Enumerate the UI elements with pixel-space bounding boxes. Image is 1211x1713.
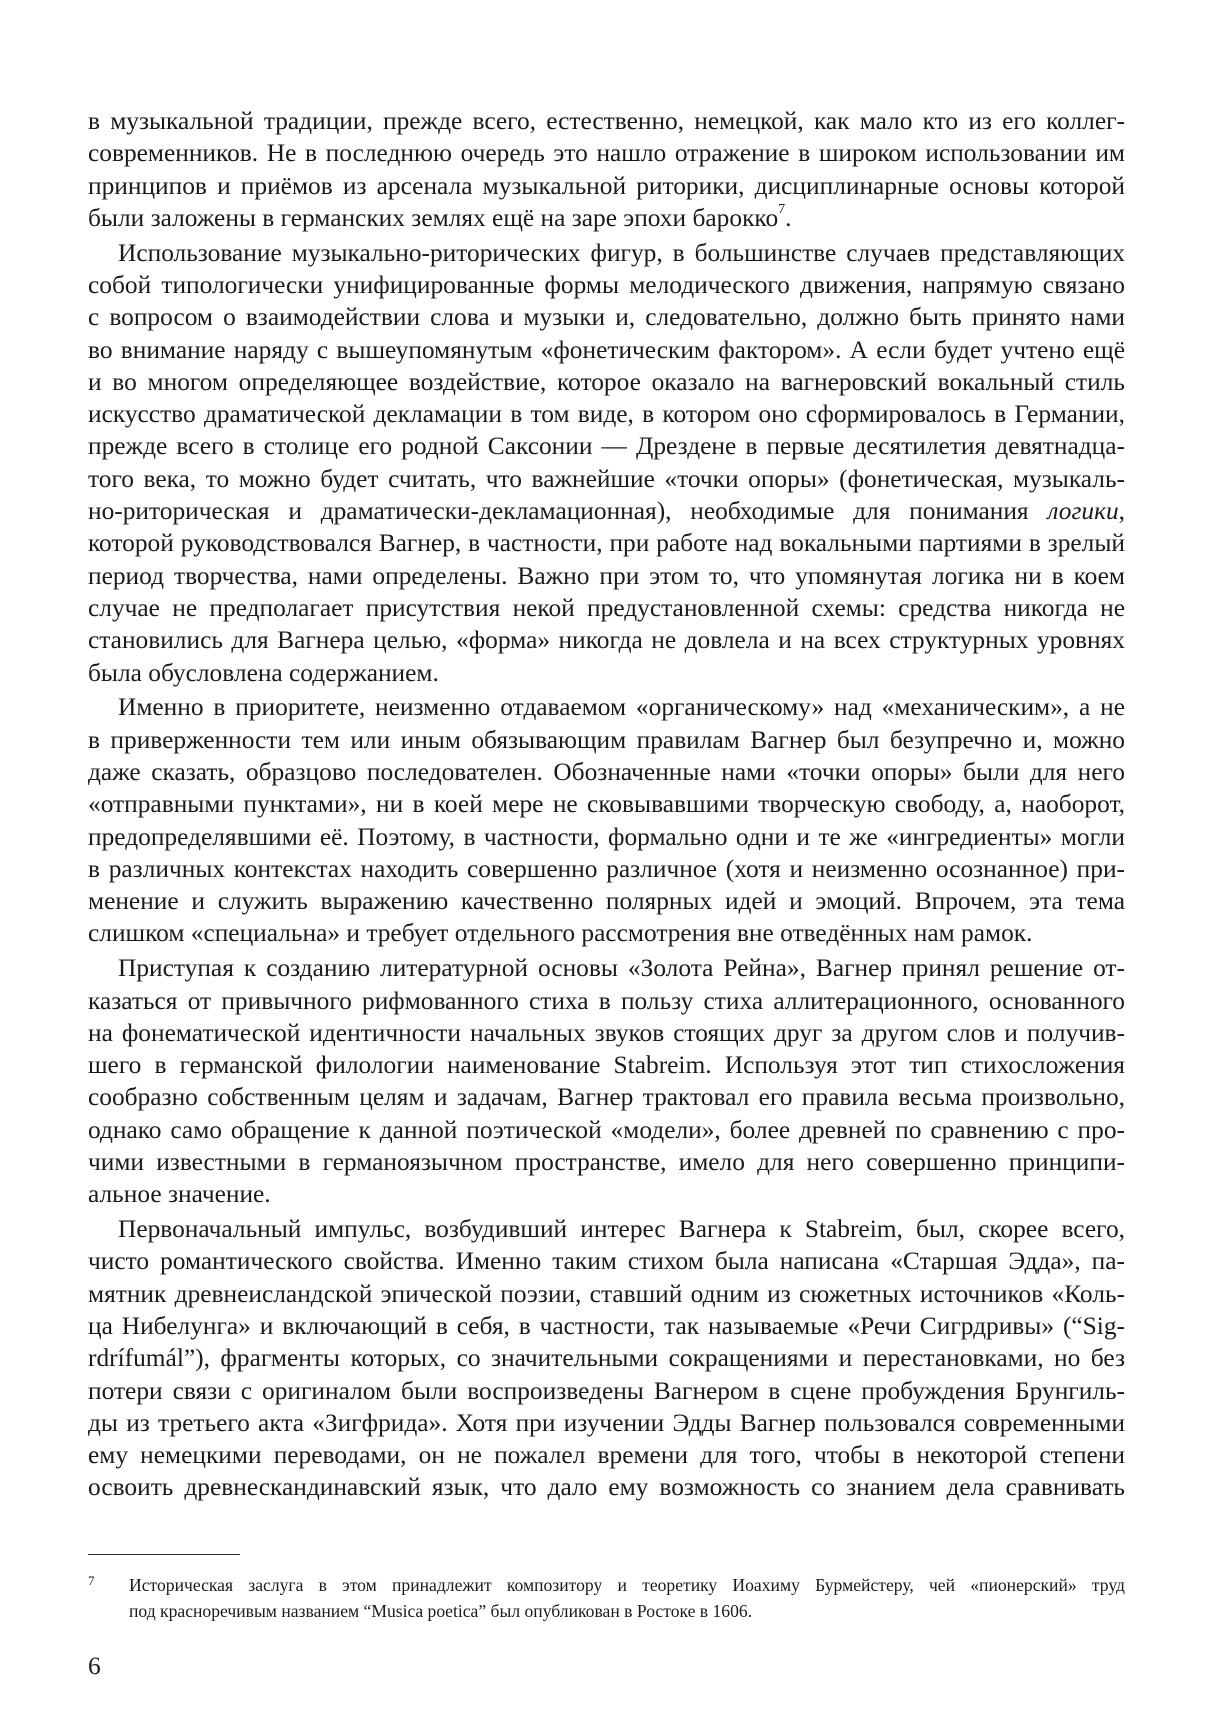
text-line: чими известными в германоязычном пространстве, имело для него совершенно принципи- [88,1148,1125,1176]
paragraph-3 [88,691,1125,949]
text-line: в различных контекстах находить совершенно различное (хотя и неизменно осознанное) при- [88,854,1125,883]
text-line: предопределявшими её. Поэтому, в частности, формально одни и те же «ингредиенты» могли [88,822,1125,851]
text-line: с вопросом о взаимодействии слова и музыки и, следовательно, должно быть принято нами [88,303,1125,332]
paragraph-1 [88,105,1125,234]
paragraph-5 [88,1213,1125,1504]
text-line: принципов и приёмов из арсенала музыкальной риторики, дисциплинарные основы которой [88,171,1125,200]
text-line: ды из третьего акта «Зигфрида». Хотя при изучении Эдды Вагнер пользовался современными [88,1408,1125,1437]
text-line: менение и служить выражению качественно полярных идей и эмоций. Впрочем, эта тема [88,887,1125,916]
paragraph-4 [88,952,1125,1210]
text-fragment: . [785,203,792,232]
text-line: и во многом определяющее воздействие, которое оказало на вагнеровский вокальный стиль [88,367,1125,396]
text-line: Первоначальный импульс, возбудивший интерес Вагнера к Stabreim, был, скорее всего, [118,1215,1125,1244]
text-line: на фонематической идентичности начальных звуков стоящих друг за другом слов и получив- [88,1018,1125,1047]
text-line: слишком «специальна» и требует отдельного рассмотрения вне отведённых нам рамок. [88,919,1033,948]
text-line: была обусловлена содержанием. [88,658,439,687]
text-fragment: были заложены в германских землях ещё на заре эпохи барокко [88,203,779,232]
text-line: во внимание наряду с вышеупомянутым «фонетическим фактором». А если будет учтено ещё [88,335,1125,364]
footnote-line: под красноречивым названием “Musica poetica” был опубликован в Ростоке в 1606. [129,1601,753,1621]
text-line: Приступая к созданию литературной основы «Золота Рейна», Вагнер принял решение от- [118,954,1125,983]
text-line: в музыкальной традиции, прежде всего, естественно, немецкой, как мало кто из его коллег- [88,107,1125,135]
text-line: потери связи с оригиналом были воспроизведены Вагнером в сцене пробуждения Брунгиль- [88,1376,1125,1405]
text-line: казаться от привычного рифмованного стиха в пользу стиха аллитерационного, основанного [88,986,1125,1015]
text-line: мятник древнеисландской эпической поэзии, ставший одним из сюжетных источников «Коль- [88,1279,1125,1308]
page-number: 6 [88,1652,101,1680]
text-line: искусство драматической декламации в том виде, в котором оно сформировалось в Германии, [88,400,1125,429]
text-line: чисто романтического свойства. Именно таким стихом была написана «Старшая Эдда», па- [88,1247,1125,1276]
text-line: Использование музыкально-риторических фигур, в большинстве случаев представляющих [118,238,1125,267]
text-line: освоить древнескандинавский язык, что дало ему возможность со знанием дела сравнивать [88,1473,1125,1502]
text-line: однако само обращение к данной поэтической «модели», более древней по сравнению с про- [88,1115,1125,1144]
text-line: современников. Не в последнюю очередь это нашло отражение в широком использовании им [88,139,1125,168]
text-line: прежде всего в столице его родной Саксонии — Дрездене в первые десятилетия девятнадца- [88,432,1125,461]
italic-word: логики [1047,497,1119,526]
text-line: ца Нибелунга» и включающий в себя, в частности, так называемые «Речи Сигрдривы» (“Sig- [88,1311,1125,1340]
text-line: случае не предполагает присутствия некой предустановленной схемы: средства никогда не [88,593,1125,622]
text-line: того века, то можно будет считать, что важнейшие «точки опоры» (фонетическая, музыкаль- [88,464,1125,493]
footnote-text [129,1572,1125,1624]
body-text [88,105,1125,1506]
text-line: альное значение. [88,1180,271,1209]
text-line: в приверженности тем или иным обязывающим правилам Вагнер был безупречно и, можно [88,725,1125,754]
text-line: даже сказать, образцово последователен. Обозначенные нами «точки опоры» были для него [88,757,1125,786]
text-line: сообразно собственным целям и задачам, Вагнер трактовал его правила весьма произвольно, [88,1083,1125,1112]
footnote-marker: 7 [88,1573,95,1588]
text-fragment: , [1118,497,1126,526]
text-line: период творчества, нами определены. Важно при этом то, что упомянутая логика ни в коем [88,561,1125,590]
text-fragment: но-риторическая и драматически-декламационная), необходимые для понимания [88,497,1029,526]
text-line: собой типологически унифицированные формы мелодического движения, напрямую связано [88,270,1125,299]
footnote [88,1572,1125,1624]
text-line [88,495,1125,527]
footnote-divider [88,1554,240,1555]
text-line: шего в германской филологии наименование Stabreim. Используя этот тип стихосложения [88,1051,1125,1080]
text-line: rdrífumál”), фрагменты которых, со значительными сокращениями и перестановками, но без [88,1344,1125,1373]
footnote-line: Историческая заслуга в этом принадлежит композитору и теоретику Иоахиму Бурмейстеру, чей «пионерский» труд [129,1575,1125,1595]
text-line: «отправными пунктами», ни в коей мере не сковывавшими творческую свободу, а, наоборот, [88,790,1125,819]
text-line [88,202,1125,234]
text-line: которой руководствовался Вагнер, в частности, при работе над вокальными партиями в зрелый [88,529,1125,558]
footnote-reference[interactable]: 7 [778,202,786,218]
paragraph-2 [88,237,1125,689]
text-line: становились для Вагнера целью, «форма» никогда не довлела и на всех структурных уровнях [88,626,1125,655]
text-line: ему немецкими переводами, он не пожалел времени для того, чтобы в некоторой степени [88,1441,1125,1470]
text-line: Именно в приоритете, неизменно отдаваемом «органическому» над «механическим», а не [118,693,1125,722]
